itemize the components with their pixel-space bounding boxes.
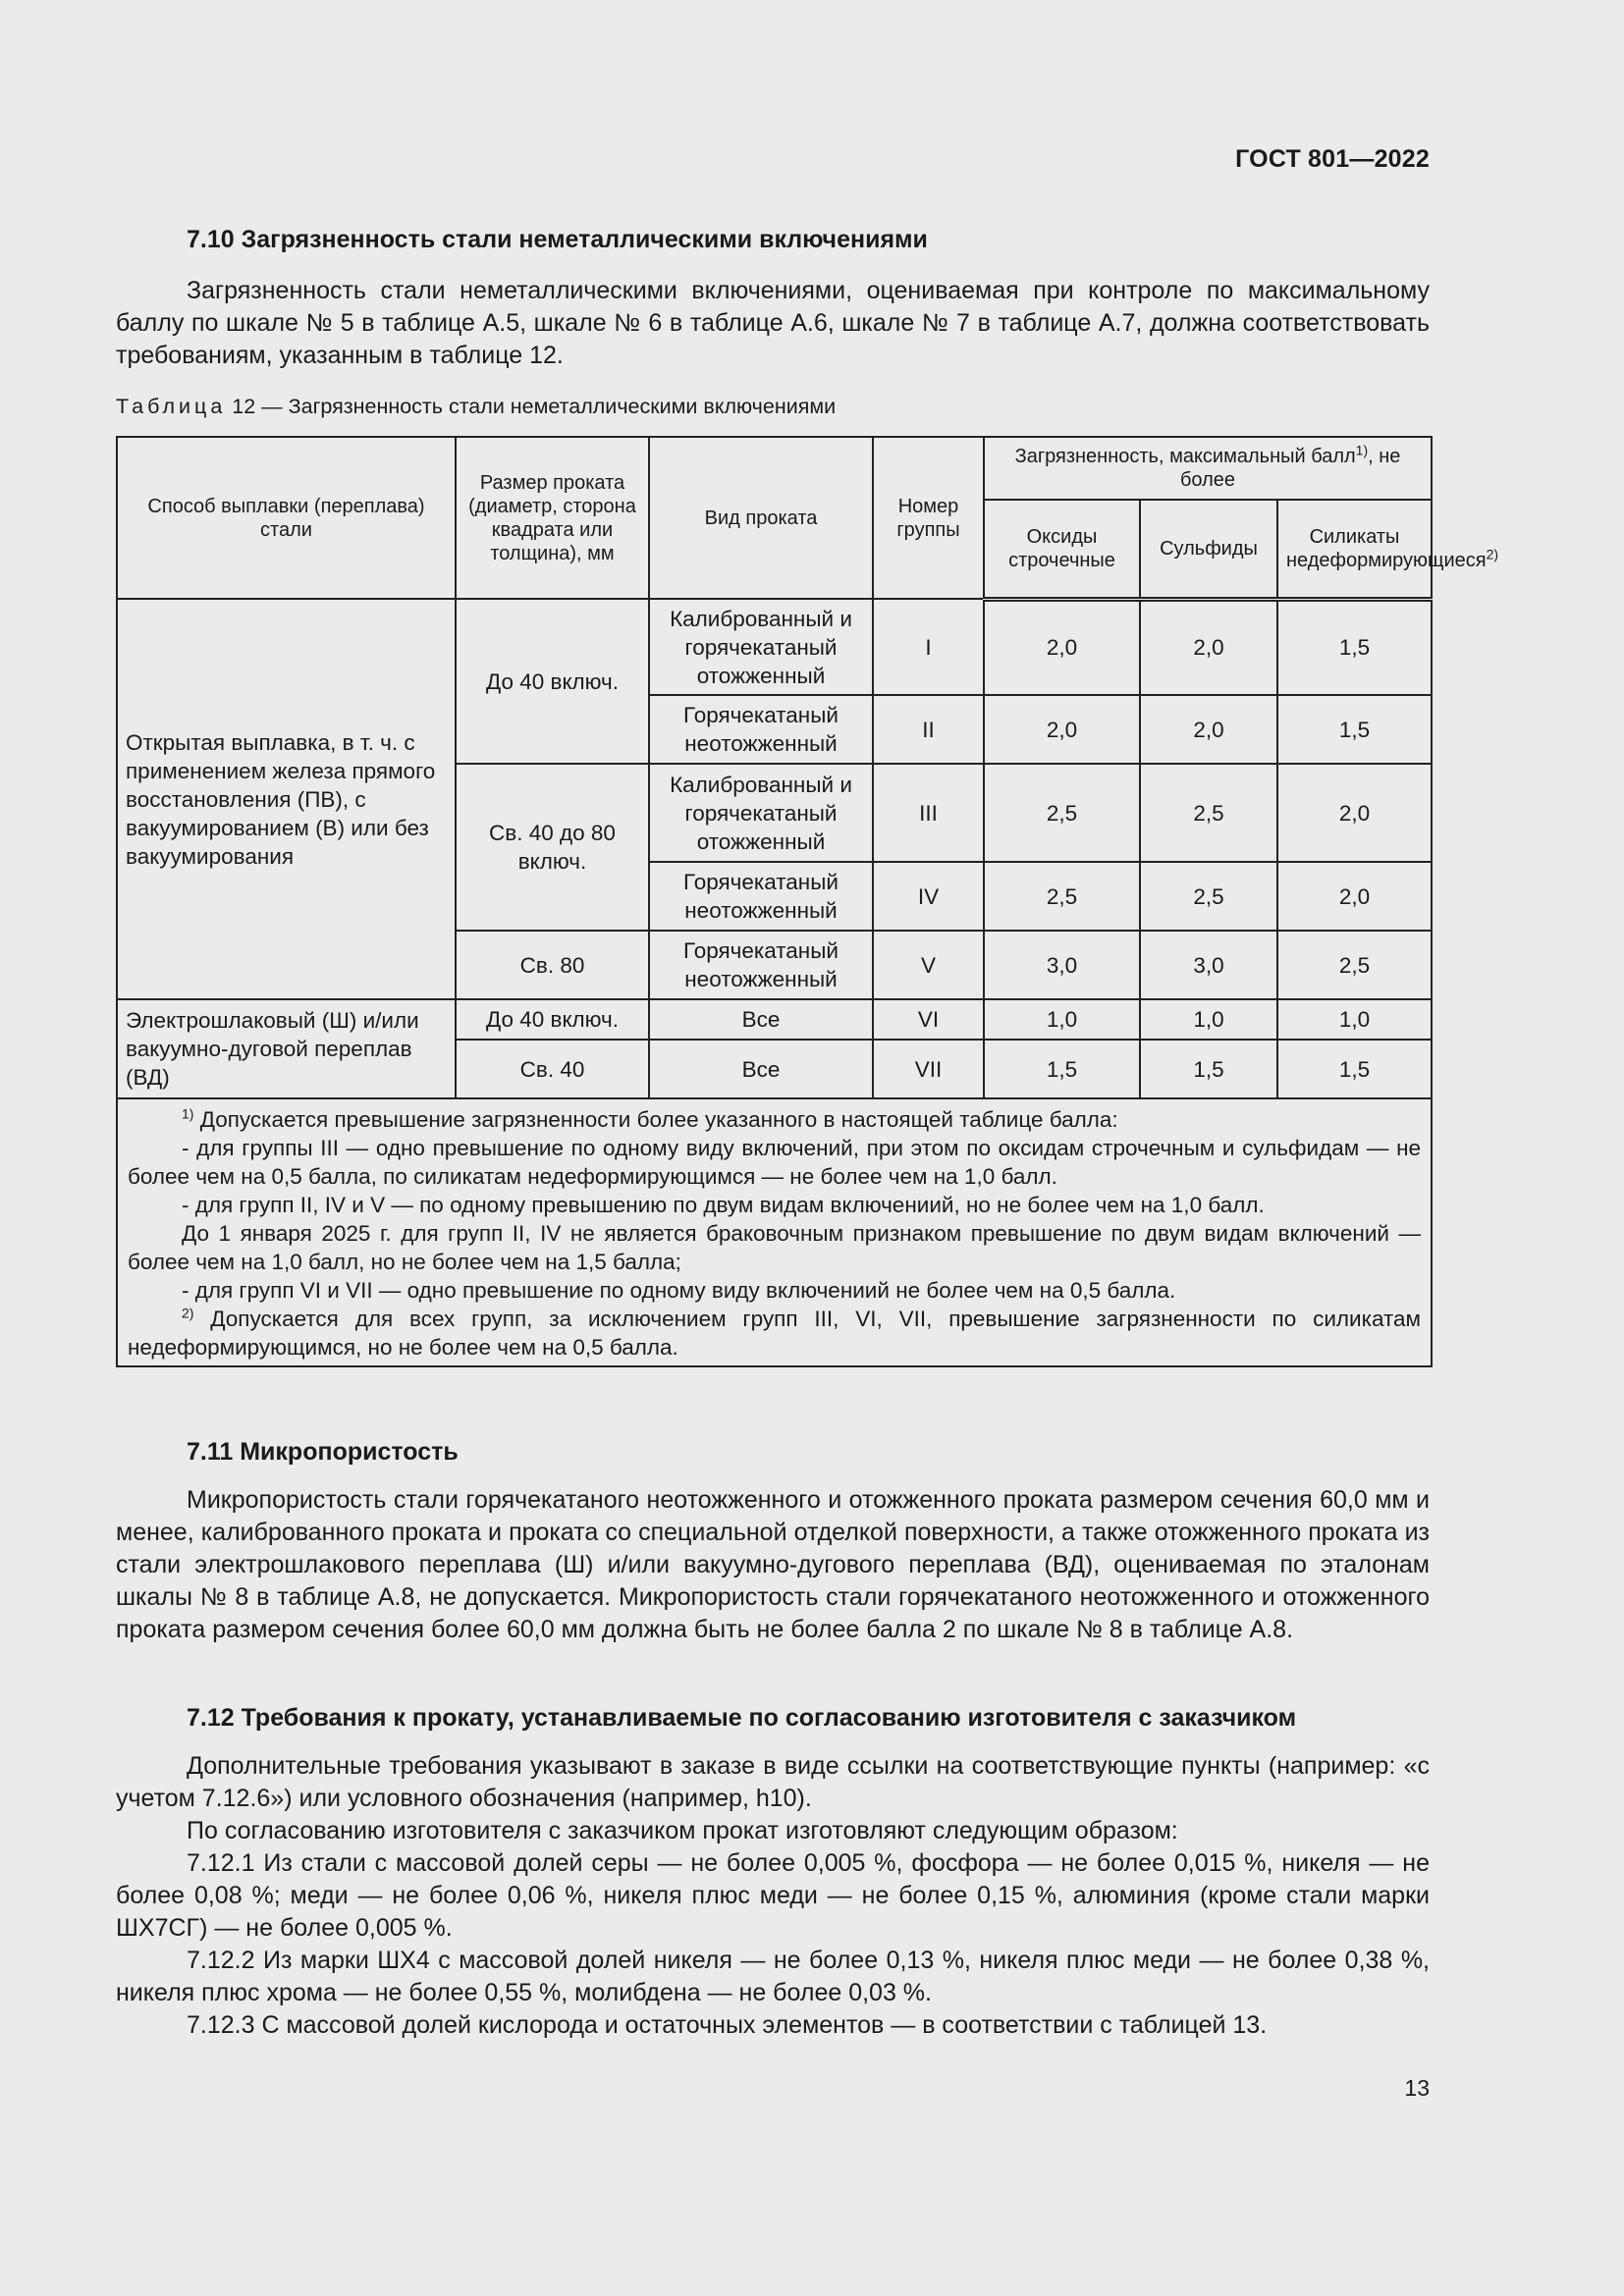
row-oxides: 1,0: [984, 999, 1140, 1040]
note-1-d: - для групп VI и VII — одно превышение по одному виду включениий не более чем на 0,5 балла.: [182, 1278, 1176, 1303]
table-12-caption: [116, 395, 836, 419]
row-type: Калиброванный и горячекатаный отожженный: [649, 764, 873, 862]
section-7-12-body: [116, 1750, 1430, 2042]
header-size: Размер проката (диаметр, сторона квадрата или толщина), мм: [456, 437, 649, 599]
row-group: III: [873, 764, 984, 862]
row-sulfides: 2,0: [1140, 599, 1277, 695]
row-silicates: 2,5: [1277, 931, 1432, 999]
row-oxides: 2,5: [984, 862, 1140, 931]
row-type: Калиброванный и горячекатаный отожженный: [649, 599, 873, 695]
header-oxides: Оксиды строчечные: [984, 500, 1140, 599]
note-2-text: Допускается для всех групп, за исключением групп III, VI, VII, превышение загрязненности по силикатам недеформирующимся, но не более чем на 0,5 балла.: [128, 1307, 1422, 1360]
table-row: [117, 999, 1432, 1040]
row-silicates: 2,0: [1277, 862, 1432, 931]
row-silicates: 2,0: [1277, 764, 1432, 862]
table-caption-text: 12 — Загрязненность стали неметаллическими включениями: [226, 395, 837, 418]
section-7-11-title: 7.11 Микропористость: [187, 1438, 459, 1466]
header-contamination-tail: , не более: [1179, 446, 1401, 491]
row-silicates: 1,0: [1277, 999, 1432, 1040]
table-notes-row: [117, 1098, 1432, 1366]
row-group: VII: [873, 1040, 984, 1098]
table-notes: [117, 1098, 1432, 1366]
size-up-to-40: До 40 включ.: [456, 599, 649, 764]
row-silicates: 1,5: [1277, 599, 1432, 695]
header-type: Вид проката: [649, 437, 873, 599]
row-group: I: [873, 599, 984, 695]
header-silicates: [1277, 500, 1499, 599]
header-contamination-text: Загрязненность, максимальный балл: [1014, 446, 1356, 467]
method-open: Открытая выплавка, в т. ч. с применением железа прямого восстановления (ПВ), с вакуумированием (В) или без вакуумирования: [117, 599, 456, 999]
section-7-11-paragraph: [116, 1484, 1430, 1646]
size-40-to-80: Св. 40 до 80 включ.: [456, 764, 649, 931]
header-silicates-text: Силикаты недеформирующиеся: [1286, 525, 1487, 571]
section-7-10-text: Загрязненность стали неметаллическими включениями, оцениваемая при контроле по максимальному баллу по шкале № 5 в таблице А.5, шкале № 6 в таблице А.6, шкале № 7 в таблице А.7, должна соответствовать требованиям, указанным в таблице 12.: [116, 277, 1430, 369]
row-oxides: 3,0: [984, 931, 1140, 999]
row-group: IV: [873, 862, 984, 931]
footnote-ref-2: 2): [1486, 546, 1499, 562]
section-7-10-title: 7.10 Загрязненность стали неметаллическими включениями: [187, 226, 928, 253]
row-sulfides: 2,5: [1140, 764, 1277, 862]
row-type: Горячекатаный неотожженный: [649, 862, 873, 931]
row-type: Горячекатаный неотожженный: [649, 695, 873, 764]
row-sulfides: 1,5: [1140, 1040, 1277, 1098]
section-7-11-text: Микропористость стали горячекатаного неотожженного и отожженного проката размером сечения 60,0 мм и менее, калиброванного проката и проката со специальной отделкой поверхности, а также отожженного проката из стали электрошлакового переплава (Ш) и/или вакуумно-дугового переплава (ВД), оцениваемая по эталонам шкалы № 8 в таблице А.8, не допускается. Микропористость стали горячекатаного неотожженного и отожженного проката размером сечения более 60,0 мм должна быть не более балла 2 по шкале № 8 в таблице А.8.: [116, 1486, 1430, 1643]
row-type: Горячекатаный неотожженный: [649, 931, 873, 999]
row-type: Все: [649, 999, 873, 1040]
row-group: V: [873, 931, 984, 999]
row-sulfides: 1,0: [1140, 999, 1277, 1040]
row-oxides: 2,0: [984, 695, 1140, 764]
method-electro: Электрошлаковый (Ш) и/или вакуумно-дуговой переплав (ВД): [117, 999, 456, 1098]
section-7-12-title: 7.12 Требования к прокату, устанавливаемые по согласованию изготовителя с заказчиком: [187, 1704, 1297, 1732]
footnote-ref-1: 1): [1355, 442, 1369, 458]
row-silicates: 1,5: [1277, 1040, 1432, 1098]
note-2: [128, 1305, 1421, 1362]
note-1-a: - для группы III — одно превышение по одному виду включений, при этом по оксидам строчечным и сульфидам — не более чем на 0,5 балла, по силикатам недеформирующимся — не более чем на 1,0 балл.: [128, 1136, 1422, 1189]
header-contamination: [984, 437, 1432, 500]
row-oxides: 2,0: [984, 599, 1140, 695]
table-12: [116, 436, 1499, 1367]
section-7-12-p3: 7.12.1 Из стали с массовой долей серы — не более 0,005 %, фосфора — не более 0,015 %, никеля — не более 0,08 %; меди — не более 0,06 %, никеля плюс меди — не более 0,15 %, алюминия (кроме стали марки ШХ7СГ) — не более 0,005 %.: [116, 1849, 1430, 1942]
header-group: Номер группы: [873, 437, 984, 599]
note-1-b: - для групп II, IV и V — по одному превышению по двум видам включениий, но не более чем на 1,0 балл.: [182, 1193, 1265, 1217]
row-sulfides: 2,0: [1140, 695, 1277, 764]
note-2-marker: 2): [182, 1305, 194, 1321]
size-up-to-40-electro: До 40 включ.: [456, 999, 649, 1040]
table-caption-label: Таблица: [116, 395, 227, 418]
section-7-10-paragraph: [116, 275, 1430, 372]
row-oxides: 1,5: [984, 1040, 1140, 1098]
section-7-12-p4: 7.12.2 Из марки ШХ4 с массовой долей никеля — не более 0,13 %, никеля плюс меди — не более 0,38 %, никеля плюс хрома — не более 0,55 %, молибдена — не более 0,03 %.: [116, 1947, 1430, 2006]
row-type: Все: [649, 1040, 873, 1098]
table-row: [117, 599, 1432, 695]
document-code: ГОСТ 801—2022: [1235, 145, 1430, 173]
note-1-marker: 1): [182, 1105, 194, 1122]
row-group: VI: [873, 999, 984, 1040]
row-silicates: 1,5: [1277, 695, 1432, 764]
page-number: 13: [1404, 2075, 1430, 2101]
size-over-40-electro: Св. 40: [456, 1040, 649, 1098]
note-1-text: Допускается превышение загрязненности более указанного в настоящей таблице балла:: [193, 1107, 1118, 1132]
row-sulfides: 3,0: [1140, 931, 1277, 999]
section-7-12-p5: 7.12.3 С массовой долей кислорода и остаточных элементов — в соответствии с таблицей 13.: [187, 2011, 1268, 2039]
row-oxides: 2,5: [984, 764, 1140, 862]
row-sulfides: 2,5: [1140, 862, 1277, 931]
section-7-12-p2: По согласованию изготовителя с заказчиком прокат изготовляют следующим образом:: [187, 1817, 1178, 1844]
row-group: II: [873, 695, 984, 764]
header-method: Способ выплавки (переплава) стали: [117, 437, 456, 599]
note-1: [128, 1105, 1421, 1134]
size-over-80: Св. 80: [456, 931, 649, 999]
note-1-c: До 1 января 2025 г. для групп II, IV не является браковочным признаком превышение по двум видам включений — более чем на 1,0 балл, но не более чем на 1,5 балла;: [128, 1221, 1422, 1274]
section-7-12-p1: Дополнительные требования указывают в заказе в виде ссылки на соответствующие пункты (например: «с учетом 7.12.6») или условного обозначения (например, h10).: [116, 1752, 1430, 1812]
header-sulfides: Сульфиды: [1140, 500, 1277, 599]
